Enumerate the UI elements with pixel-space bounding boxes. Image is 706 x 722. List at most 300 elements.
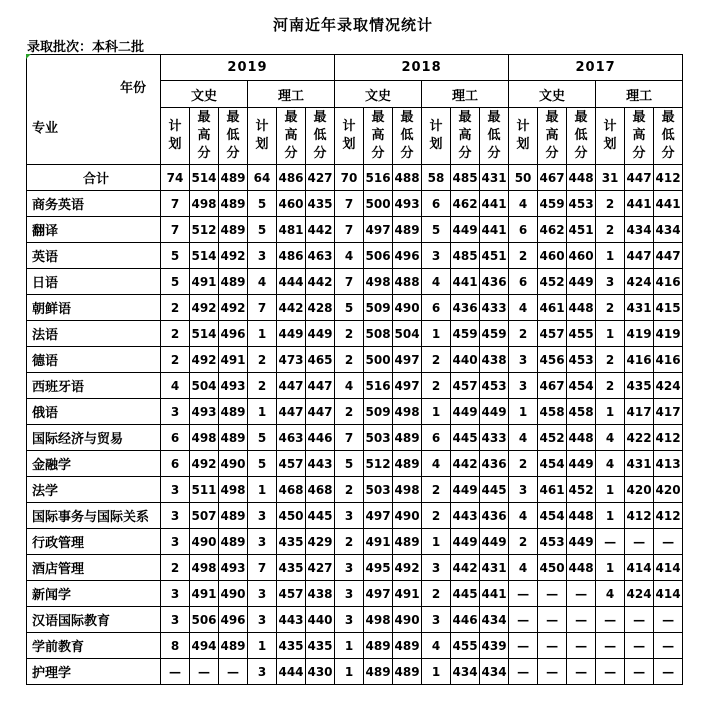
corner-header-cell (27, 55, 161, 165)
major-name-cell: 新闻学 (27, 581, 161, 607)
table-cell: 456 (538, 347, 567, 373)
subcolumn-header-plan: 计 划 (335, 108, 364, 165)
major-name-cell: 英语 (27, 243, 161, 269)
table-cell: 420 (654, 477, 683, 503)
table-cell: 494 (190, 633, 219, 659)
table-cell: 457 (451, 373, 480, 399)
table-cell: 500 (364, 191, 393, 217)
subcolumn-header-plan: 计 划 (509, 108, 538, 165)
table-cell: 3 (509, 477, 538, 503)
table-cell: 442 (451, 555, 480, 581)
table-cell: 2 (161, 321, 190, 347)
table-cell: — (596, 659, 625, 685)
subcolumn-header-max-score: 最 高 分 (625, 108, 654, 165)
table-cell: 3 (422, 555, 451, 581)
table-cell: 449 (480, 529, 509, 555)
table-cell: 31 (596, 165, 625, 191)
table-row (27, 451, 683, 477)
table-cell: 422 (625, 425, 654, 451)
table-cell: 449 (277, 321, 306, 347)
table-cell: 449 (451, 477, 480, 503)
table-cell: 1 (248, 321, 277, 347)
table-cell: 2 (596, 295, 625, 321)
table-cell: 454 (538, 451, 567, 477)
major-name-cell: 商务英语 (27, 191, 161, 217)
table-cell: 449 (480, 399, 509, 425)
table-cell: 2 (161, 295, 190, 321)
table-cell: 413 (654, 451, 683, 477)
table-cell: 4 (422, 633, 451, 659)
table-cell: 489 (393, 659, 422, 685)
table-cell: 448 (567, 503, 596, 529)
table-cell: — (567, 659, 596, 685)
subcolumn-header-min-score: 最 低 分 (219, 108, 248, 165)
table-cell: 485 (451, 243, 480, 269)
table-cell: 463 (277, 425, 306, 451)
table-cell: 440 (306, 607, 335, 633)
table-cell: 516 (364, 373, 393, 399)
table-cell: 1 (422, 529, 451, 555)
table-cell: 431 (625, 451, 654, 477)
table-cell: — (654, 659, 683, 685)
table-cell: 449 (567, 529, 596, 555)
table-cell: 489 (219, 529, 248, 555)
table-cell: 490 (219, 451, 248, 477)
table-cell: 2 (161, 347, 190, 373)
table-row (27, 425, 683, 451)
table-cell: — (219, 659, 248, 685)
major-name-cell: 行政管理 (27, 529, 161, 555)
table-cell: 447 (625, 243, 654, 269)
table-cell: 3 (248, 503, 277, 529)
table-cell: 468 (306, 477, 335, 503)
table-cell: 7 (161, 217, 190, 243)
table-cell: 498 (364, 269, 393, 295)
table-cell: 460 (538, 243, 567, 269)
table-cell: — (625, 633, 654, 659)
table-cell: 416 (654, 347, 683, 373)
table-cell: — (567, 607, 596, 633)
table-cell: — (161, 659, 190, 685)
table-row (27, 269, 683, 295)
table-cell: 442 (451, 451, 480, 477)
table-cell: 455 (451, 633, 480, 659)
table-row (27, 191, 683, 217)
table-cell: 7 (161, 191, 190, 217)
table-cell: — (654, 607, 683, 633)
table-cell: 416 (625, 347, 654, 373)
table-cell: 489 (219, 217, 248, 243)
table-cell: 496 (219, 607, 248, 633)
table-cell: 1 (596, 477, 625, 503)
table-cell: 3 (509, 373, 538, 399)
table-cell: 447 (654, 243, 683, 269)
table-cell: 435 (625, 373, 654, 399)
table-cell: 2 (422, 373, 451, 399)
table-cell: 7 (335, 191, 364, 217)
table-cell: 5 (248, 425, 277, 451)
table-cell: 2 (596, 191, 625, 217)
table-cell: 430 (306, 659, 335, 685)
year-header-2018: 2018 (335, 55, 509, 81)
table-cell: 457 (277, 581, 306, 607)
table-cell: 5 (248, 217, 277, 243)
table-cell: 435 (277, 555, 306, 581)
table-cell: 460 (277, 191, 306, 217)
table-cell: 511 (190, 477, 219, 503)
table-cell: 451 (480, 243, 509, 269)
table-cell: 431 (480, 165, 509, 191)
table-cell: 516 (364, 165, 393, 191)
table-cell: 445 (451, 581, 480, 607)
subcolumn-header-plan: 计 划 (161, 108, 190, 165)
table-cell: 459 (451, 321, 480, 347)
table-cell: 4 (509, 425, 538, 451)
table-cell: 514 (190, 321, 219, 347)
table-cell: 4 (596, 425, 625, 451)
table-cell: 3 (248, 529, 277, 555)
table-cell: 4 (509, 555, 538, 581)
table-cell: 6 (161, 451, 190, 477)
table-cell: 489 (393, 633, 422, 659)
table-cell: 452 (538, 425, 567, 451)
table-cell: 514 (190, 243, 219, 269)
table-row (27, 659, 683, 685)
table-cell: 492 (190, 347, 219, 373)
table-cell: 492 (219, 295, 248, 321)
major-name-cell: 俄语 (27, 399, 161, 425)
table-cell: — (509, 581, 538, 607)
table-cell: 458 (538, 399, 567, 425)
table-cell: 4 (422, 269, 451, 295)
table-cell: 459 (538, 191, 567, 217)
table-cell: 414 (654, 555, 683, 581)
table-cell: — (625, 529, 654, 555)
table-cell: 1 (335, 659, 364, 685)
table-cell: 435 (306, 633, 335, 659)
table-cell: 5 (335, 295, 364, 321)
table-cell: 444 (277, 269, 306, 295)
table-row (27, 555, 683, 581)
table-cell: — (654, 633, 683, 659)
table-cell: 449 (567, 269, 596, 295)
table-cell: 488 (393, 165, 422, 191)
table-cell: 509 (364, 295, 393, 321)
table-cell: 64 (248, 165, 277, 191)
table-cell: 506 (190, 607, 219, 633)
table-cell: 2 (335, 347, 364, 373)
table-cell: 498 (190, 191, 219, 217)
table-cell: 1 (335, 633, 364, 659)
subcolumn-header-max-score: 最 高 分 (277, 108, 306, 165)
subcolumn-header-plan: 计 划 (248, 108, 277, 165)
table-cell: 450 (277, 503, 306, 529)
table-cell: 512 (364, 451, 393, 477)
table-cell: 3 (161, 399, 190, 425)
table-cell: 1 (596, 243, 625, 269)
table-cell: 2 (422, 477, 451, 503)
table-cell: 489 (364, 633, 393, 659)
table-cell: 2 (422, 581, 451, 607)
table-cell: 489 (364, 659, 393, 685)
table-cell: 4 (509, 191, 538, 217)
table-cell: — (654, 529, 683, 555)
major-name-cell: 翻译 (27, 217, 161, 243)
table-cell: 2 (335, 321, 364, 347)
year-header-2017: 2017 (509, 55, 683, 81)
table-cell: 497 (393, 373, 422, 399)
table-cell: 419 (625, 321, 654, 347)
cell-corner-marker (26, 54, 31, 59)
table-cell: 3 (335, 607, 364, 633)
table-cell: 453 (567, 347, 596, 373)
table-cell: 446 (451, 607, 480, 633)
table-cell: 458 (567, 399, 596, 425)
table-cell: 490 (393, 295, 422, 321)
table-cell: 473 (277, 347, 306, 373)
table-cell: 468 (277, 477, 306, 503)
major-axis-label: 专业 (32, 121, 59, 136)
table-cell: 506 (364, 243, 393, 269)
table-cell: 447 (306, 373, 335, 399)
table-cell: 491 (364, 529, 393, 555)
table-cell: 451 (567, 217, 596, 243)
table-cell: 429 (306, 529, 335, 555)
table-cell: — (625, 607, 654, 633)
table-cell: 2 (509, 529, 538, 555)
table-cell: 467 (538, 373, 567, 399)
category-header-ligong: 理工 (596, 81, 683, 108)
table-cell: 4 (596, 451, 625, 477)
table-cell: 436 (480, 269, 509, 295)
table-cell: 492 (393, 555, 422, 581)
year-header-row (27, 55, 683, 81)
table-cell: 436 (480, 503, 509, 529)
table-cell: 6 (509, 269, 538, 295)
table-cell: 3 (422, 607, 451, 633)
table-cell: 3 (248, 581, 277, 607)
table-cell: 441 (480, 217, 509, 243)
table-cell: 445 (451, 425, 480, 451)
table-cell: 1 (596, 555, 625, 581)
table-cell: 498 (393, 477, 422, 503)
table-cell: 412 (654, 503, 683, 529)
table-cell: 5 (335, 451, 364, 477)
table-cell: 503 (364, 425, 393, 451)
major-name-cell: 酒店管理 (27, 555, 161, 581)
subcolumn-header-max-score: 最 高 分 (190, 108, 219, 165)
table-row (27, 607, 683, 633)
table-cell: 441 (654, 191, 683, 217)
table-cell: 7 (335, 425, 364, 451)
table-cell: 4 (596, 581, 625, 607)
table-cell: 3 (335, 555, 364, 581)
table-cell: 2 (596, 217, 625, 243)
table-cell: 1 (248, 633, 277, 659)
table-cell: 457 (538, 321, 567, 347)
table-cell: 424 (625, 581, 654, 607)
table-cell: 2 (248, 373, 277, 399)
table-row (27, 347, 683, 373)
table-cell: — (509, 607, 538, 633)
table-cell: 507 (190, 503, 219, 529)
table-cell: — (567, 581, 596, 607)
table-cell: 435 (277, 529, 306, 555)
table-cell: 2 (335, 529, 364, 555)
table-cell: 493 (219, 373, 248, 399)
table-cell: 5 (248, 451, 277, 477)
table-cell: 2 (509, 243, 538, 269)
table-cell: 3 (161, 607, 190, 633)
table-row (27, 165, 683, 191)
table-row (27, 503, 683, 529)
table-cell: 419 (654, 321, 683, 347)
table-cell: 2 (596, 373, 625, 399)
table-cell: 489 (219, 269, 248, 295)
table-cell: 452 (567, 477, 596, 503)
table-cell: 486 (277, 243, 306, 269)
table-cell: 3 (509, 347, 538, 373)
table-cell: 2 (596, 347, 625, 373)
table-cell: 438 (306, 581, 335, 607)
subcolumn-header-max-score: 最 高 分 (451, 108, 480, 165)
table-cell: 459 (480, 321, 509, 347)
table-cell: 428 (306, 295, 335, 321)
table-cell: 467 (538, 165, 567, 191)
table-row (27, 373, 683, 399)
table-cell: 8 (161, 633, 190, 659)
table-cell: 434 (451, 659, 480, 685)
table-cell: 3 (161, 503, 190, 529)
page-title: 河南近年录取情况统计 (272, 16, 433, 34)
table-cell: 414 (625, 555, 654, 581)
table-cell: 452 (538, 269, 567, 295)
table-cell: 431 (625, 295, 654, 321)
table-cell: 457 (277, 451, 306, 477)
table-cell: 489 (219, 633, 248, 659)
category-header-wenshi: 文史 (335, 81, 422, 108)
table-row (27, 243, 683, 269)
table-cell: 448 (567, 425, 596, 451)
table-cell: 495 (364, 555, 393, 581)
admission-statistics-table (26, 54, 683, 685)
table-cell: 491 (190, 581, 219, 607)
table-cell: 70 (335, 165, 364, 191)
table-cell: 498 (393, 399, 422, 425)
table-cell: 5 (422, 217, 451, 243)
table-cell: 488 (393, 269, 422, 295)
table-cell: 7 (335, 217, 364, 243)
table-cell: — (596, 633, 625, 659)
table-cell: 443 (451, 503, 480, 529)
major-name-cell: 德语 (27, 347, 161, 373)
table-cell: 489 (393, 425, 422, 451)
major-name-cell: 朝鲜语 (27, 295, 161, 321)
table-cell: — (538, 633, 567, 659)
major-name-cell: 护理学 (27, 659, 161, 685)
table-cell: 1 (422, 321, 451, 347)
table-cell: 1 (248, 477, 277, 503)
table-cell: 449 (451, 217, 480, 243)
table-cell: 460 (567, 243, 596, 269)
table-cell: 453 (567, 191, 596, 217)
table-cell: 6 (422, 425, 451, 451)
table-cell: 6 (422, 191, 451, 217)
table-cell: 489 (219, 165, 248, 191)
table-cell: 4 (335, 373, 364, 399)
table-cell: 417 (625, 399, 654, 425)
table-cell: — (509, 659, 538, 685)
major-name-cell: 国际事务与国际关系 (27, 503, 161, 529)
table-cell: 5 (161, 243, 190, 269)
table-row (27, 399, 683, 425)
table-cell: 4 (509, 503, 538, 529)
subcolumn-header-plan: 计 划 (422, 108, 451, 165)
table-cell: 489 (219, 425, 248, 451)
table-cell: 490 (190, 529, 219, 555)
major-name-cell: 合计 (27, 165, 161, 191)
subcolumn-header-max-score: 最 高 分 (364, 108, 393, 165)
table-cell: 7 (335, 269, 364, 295)
major-name-cell: 国际经济与贸易 (27, 425, 161, 451)
table-row (27, 477, 683, 503)
table-cell: 465 (306, 347, 335, 373)
table-cell: 504 (190, 373, 219, 399)
table-cell: 412 (654, 425, 683, 451)
table-cell: 443 (306, 451, 335, 477)
table-cell: 514 (190, 165, 219, 191)
table-cell: 496 (219, 321, 248, 347)
table-cell: 445 (480, 477, 509, 503)
table-cell: 498 (190, 425, 219, 451)
table-cell: 2 (335, 477, 364, 503)
table-cell: 3 (248, 607, 277, 633)
table-cell: 455 (567, 321, 596, 347)
table-cell: 412 (625, 503, 654, 529)
table-cell: 417 (654, 399, 683, 425)
table-cell: 427 (306, 555, 335, 581)
major-name-cell: 金融学 (27, 451, 161, 477)
table-cell: 492 (190, 295, 219, 321)
table-cell: 454 (567, 373, 596, 399)
table-cell: 448 (567, 295, 596, 321)
table-cell: 424 (654, 373, 683, 399)
table-cell: 449 (567, 451, 596, 477)
table-cell: 434 (625, 217, 654, 243)
table-cell: 489 (219, 399, 248, 425)
table-cell: 433 (480, 425, 509, 451)
table-cell: 3 (161, 529, 190, 555)
table-row (27, 321, 683, 347)
table-cell: 2 (335, 399, 364, 425)
year-header-2019: 2019 (161, 55, 335, 81)
table-cell: 489 (393, 529, 422, 555)
table-cell: 412 (654, 165, 683, 191)
table-cell: 448 (567, 555, 596, 581)
table-cell: 485 (451, 165, 480, 191)
table-cell: 461 (538, 477, 567, 503)
table-cell: 436 (480, 451, 509, 477)
year-axis-label: 年份 (119, 81, 146, 96)
table-cell: 489 (219, 191, 248, 217)
subcolumn-header-min-score: 最 低 分 (480, 108, 509, 165)
table-cell: 1 (422, 399, 451, 425)
table-cell: 2 (509, 321, 538, 347)
table-row (27, 633, 683, 659)
table-cell: 2 (248, 347, 277, 373)
table-cell: 3 (596, 269, 625, 295)
table-row (27, 529, 683, 555)
